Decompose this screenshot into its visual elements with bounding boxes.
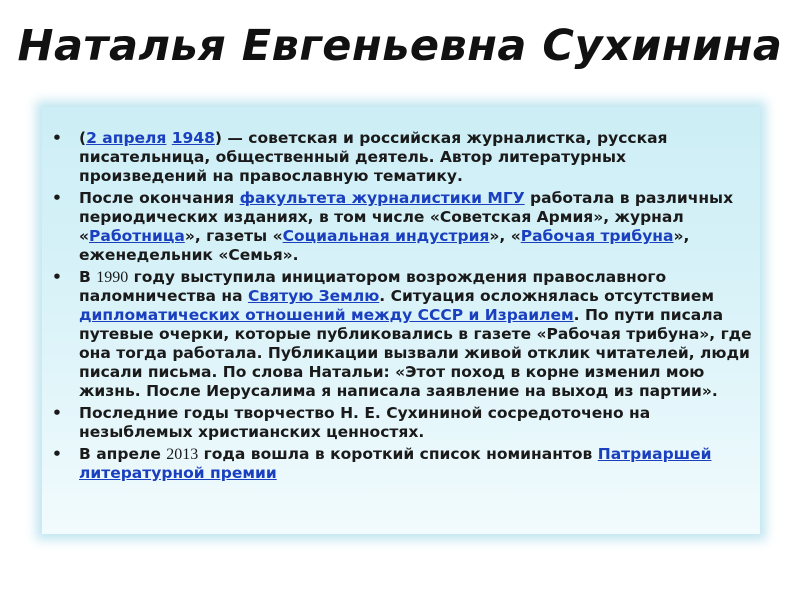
list-item (42, 445, 760, 483)
bullet-icon: • (52, 404, 62, 422)
bullet-icon: • (52, 129, 62, 147)
bullet-icon: • (52, 445, 62, 463)
rabotnitsa-link[interactable]: Работница (89, 227, 185, 245)
text: », « (489, 227, 521, 245)
text: года вошла в короткий список номинантов (198, 445, 598, 463)
text: году выступила инициатором возрождения православного паломничества на (79, 268, 667, 305)
year-text: 1990 (96, 269, 129, 286)
text: ) — советская и российская журналистка, русская писательница, общественный деятель. Автор литературных произведений на православную тематику. (79, 129, 668, 185)
list-item (42, 404, 760, 442)
birthdate-link[interactable]: 2 апреля (86, 129, 167, 147)
content-panel (42, 107, 760, 534)
birthyear-link[interactable]: 1948 (171, 129, 215, 147)
text: . Ситуация осложнялась отсутствием (379, 287, 715, 305)
social-industry-link[interactable]: Социальная индустрия (282, 227, 490, 245)
workers-tribune-link[interactable]: Рабочая трибуна (520, 227, 674, 245)
text: . По пути писала путевые очерки, которые публиковались в газете «Рабочая трибуна», где она тогда работала. Публикации вызвали живой отклик читателей, люди писали письма. По слова Натальи: «Этот поход в корне изменил мою жизнь. После Иерусалима я написала заявление на выход из партии». (79, 306, 752, 400)
text: После окончания (79, 189, 240, 207)
list-item (42, 129, 760, 186)
bullet-list (42, 129, 760, 486)
diplomatic-relations-link[interactable]: дипломатических отношений между СССР и Израилем (79, 306, 574, 324)
patriarch-prize-link[interactable]: Патриаршей литературной премии (79, 445, 712, 482)
text: », еженедельник «Семья». (79, 227, 690, 264)
text: Последние годы творчество Н. Е. Сухининой сосредоточено на незыблемых христианских ценностях. (79, 404, 651, 441)
list-item (42, 189, 760, 265)
list-item (42, 268, 760, 401)
slide-title: Наталья Евгеньевна Сухинина (17, 21, 783, 71)
bullet-icon: • (52, 189, 62, 207)
text: ( (79, 129, 87, 147)
text: работала в различных периодических изданиях, в том числе «Советская Армия», журнал « (79, 189, 734, 245)
text: », газеты « (184, 227, 283, 245)
text: В (79, 268, 97, 286)
bullet-icon: • (52, 268, 62, 286)
holy-land-link[interactable]: Святую Землю (247, 287, 380, 305)
year-text: 2013 (166, 446, 199, 463)
faculty-link[interactable]: факультета журналистики МГУ (239, 189, 525, 207)
text: В апреле (79, 445, 167, 463)
